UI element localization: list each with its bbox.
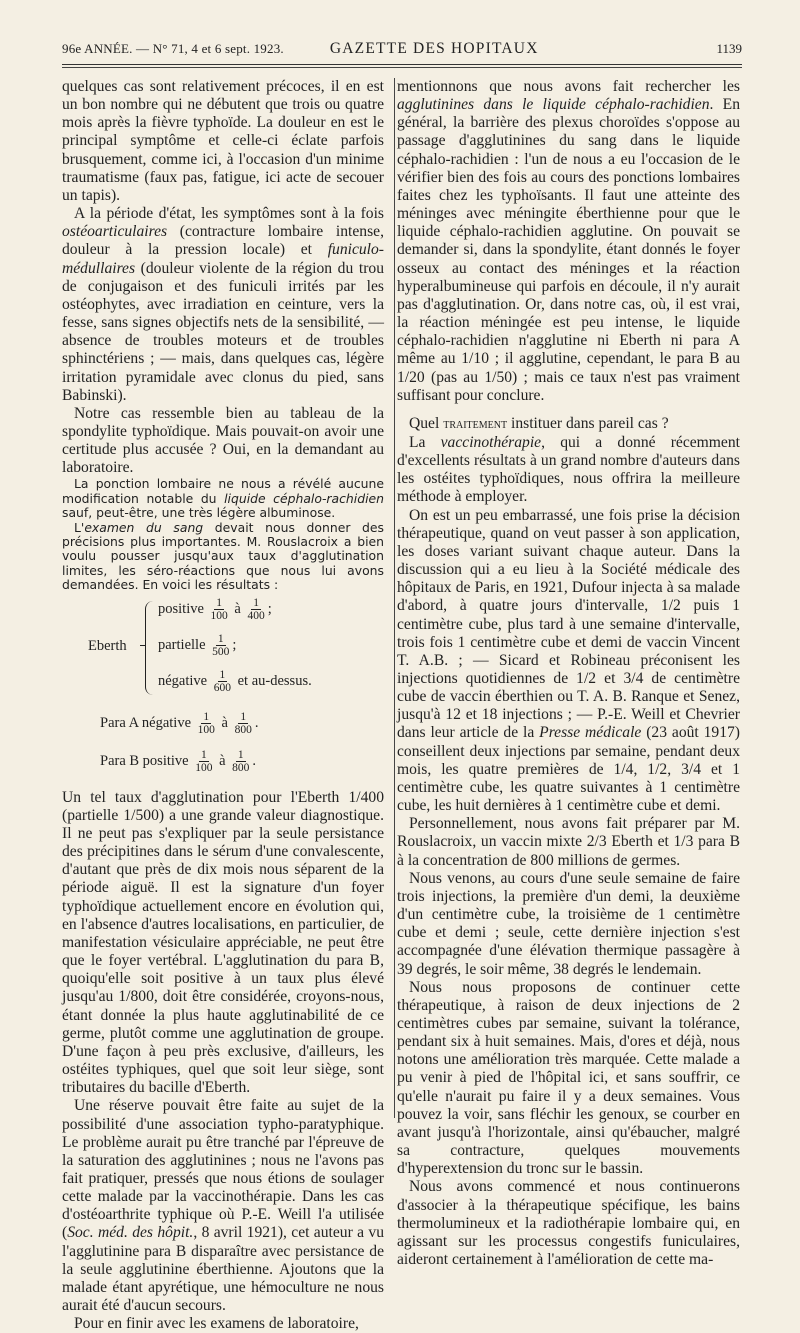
right-column: [397, 78, 740, 1269]
paragraph: Quel traitement instituer dans pareil cas ?: [409, 414, 669, 432]
agglutination-results: [62, 596, 384, 789]
eberth-partielle: partielle $\frac{1}{500}$ ;: [158, 632, 237, 658]
issue-info: 96e ANNÉE. — N° 71, 4 et 6 sept. 1923.: [62, 41, 284, 56]
column-separator: [394, 78, 395, 1118]
page-number: 1139: [716, 41, 742, 56]
paragraph: Nous avons commencé et nous continuerons d'associer à la thérapeutique spécifique, les bains thermolumineux et la radiothérapie lombaire qui, en agissant sur les processus congestifs funiculaires, aideront certainement à l'amélioration de cette ma-: [397, 1178, 740, 1268]
header-rule-thin: [62, 67, 742, 68]
journal-title: GAZETTE DES HOPITAUX: [329, 40, 539, 57]
paragraph: La vaccinothérapie, qui a donné récemment d'excellents résultats à un grand nombre d'auteurs dans les ostéites typhoïdiques, nous offrira la meilleure méthode à employer.: [397, 433, 740, 506]
paragraph: Une réserve pouvait être faite au sujet de la possibilité d'une association typho-paratyphique. Le problème aurait pu être tranché par l'épreuve de la saturation des agglutinines ; nous ne l'avons pas fait pratiquer, pressés que nous étions de soulager cette malade par la vaccinothérapie. Dans les cas d'ostéoarthrite typhique où P.-E. Weill l'a utilisée (Soc. méd. des hôpit., 8 avril 1921), cet auteur a vu l'agglutinine para B disparaître avec persistance de la seule agglutinine éberthienne. Ajoutons que la malade étant apyrétique, une hémoculture ne nous aurait été d'aucun secours.: [62, 1097, 384, 1315]
header-rule: [62, 64, 742, 65]
eberth-negative: négative $\frac{1}{600}$ et au-dessus.: [158, 668, 312, 694]
para-a-result: Para A négative $\frac{1}{100}$ à $\frac{1}{800}$ .: [100, 710, 259, 736]
paragraph: Pour en finir avec les examens de laboratoire,: [74, 1315, 359, 1333]
paragraph: Nous nous proposons de continuer cette thérapeutique, à raison de deux injections de 2 centimètres cubes par semaine, suivant la tolérance, pendant six à huit semaines. Mais, d'ores et déjà, nous notons une amélioration très marquée. Cette malade a pu venir à pied de l'hôpital ici, et sans souffrir, ce qu'elle n'aurait pu faire il y a deux semaines. Vous pouvez la voir, sans fléchir les genoux, se courber en avant jusqu'à l'horizontale, ainsi qu'ébaucher, malgré sa contracture, quelques mouvements d'hyperextension du tronc sur le bassin.: [397, 978, 740, 1178]
small-paragraph: L'examen du sang devait nous donner des précisions plus importantes. M. Rouslacroix a bien voulu pousser jusqu'aux taux d'agglutination limites, les séro-réactions que nous lui avons demandées. En voici les résultats :: [62, 519, 384, 593]
paragraph: A la période d'état, les symptômes sont à la fois ostéoarticulaires (contracture lombaire intense, douleur à la pression locale) et funiculo-médullaires (douleur violente de la région du trou de conjugaison et des funiculi irrités par les ostéophytes, avec irradiation en ceinture, vers la fesse, sans signes objectifs nets de la sensibilité, — absence de troubles moteurs et de troubles sphinctériens ; — mais, dans quelques cas, légère irritation pyramidale avec clonus du pied, sans Babinski).: [62, 205, 384, 404]
small-paragraph: La ponction lombaire ne nous a révélé aucune modification notable du liquide céphalo-rachidien sauf, peut-être, une très légère albuminose.: [62, 476, 384, 521]
paragraph: mentionnons que nous avons fait rechercher les agglutinines dans le liquide céphalo-rachidien. En général, la barrière des plexus choroïdes s'oppose au passage d'agglutinines du sang dans le liquide céphalo-rachidien : l'un de nous a eu l'occasion de le vérifier bien des fois au cours des ponctions lombaires faites chez les typhoïsants. Il faut une atteinte des méninges avec méningite éberthienne pour que le liquide céphalo-rachidien agglutine. On pouvait se demander si, dans la spondylite, étant donnés le foyer osseux au contact des méninges et la réaction hyperalbumineuse qui parfois en découle, il n'y aurait pas d'agglutination. Or, dans notre cas, où, il est vrai, la réaction méningée est peu intense, le liquide céphalo-rachidien n'agglutine ni Eberth ni para A même au 1/10 ; il agglutine, cependant, le para B au 1/20 (pas au 1/50) ; mais ce taux n'est pas vraiment suffisant pour conclure.: [397, 78, 740, 404]
paragraph: Notre cas ressemble bien au tableau de la spondylite typhoïdique. Mais pouvait-on avoir une certitude plus accusée ? Oui, en la demandant au laboratoire.: [62, 404, 384, 477]
paragraph: On est un peu embarrassé, une fois prise la décision thérapeutique, quand on veut passer à son application, les doses variant suivant chaque auteur. Dans la discussion qui a eu lieu à la Société médicale des hôpitaux de Paris, en 1921, Dufour injecta à sa malade d'abord, à quatre jours d'intervalle, 1/2 puis 1 centimètre cube, plus tard à une semaine d'intervalle, trois fois 1 centimètre cube et demi de vaccin Vincent T. A.B. ; — Sicard et Robineau préconisent les injections quotidiennes de 1/2 et 3/4 de centimètre cube de vaccin éberthien ou T. A. B. Ranque et Senez, jusqu'à 12 et 18 injections ; — P.-E. Weill et Chevrier dans leur article de la Presse médicale (23 août 1917) conseillent deux injections par semaine, pendant deux mois, les quatre premières de 1/4, 1/2, 3/4 et 1 centimètre cube, les quatre suivantes à 1 centimètre cube, les huit dernières à 1 centimètre cube et demi.: [397, 506, 741, 815]
paragraph: Personnellement, nous avons fait préparer par M. Rouslacroix, un vaccin mixte 2/3 Eberth et 1/3 para B à la concentration de 800 millions de germes.: [397, 815, 740, 869]
paragraph: quelques cas sont relativement précoces, il en est un bon nombre qui ne débutent que trois ou quatre mois après la fièvre typhoïde. La douleur en est le principal symptôme et celle-ci éclate parfois brusquement, comme ici, à l'occasion d'un minime traumatisme (faux pas, fatigue, ici acte de secouer un tapis).: [62, 78, 384, 204]
paragraph: Un tel taux d'agglutination pour l'Eberth 1/400 (partielle 1/500) a une grande valeur diagnostique. Il ne peut pas s'expliquer par la seule persistance des précipitines dans le sérum d'une convalescente, d'autant que près de dix mois nous séparent de la période aiguë. Il est la signature d'un foyer typhoïdique actuellement encore en évolution qui, en l'absence d'autres localisations, en particulier, de manifestation vésiculaire appréciable, ne peut être que le foyer vertébral. L'agglutination du para B, quoiqu'elle soit positive à un taux plus élevé jusqu'au 1/800, doit être considérée, croyons-nous, étant donnée la plus haute agglutinabilité de ce germe, plutôt comme une agglutination de groupe. D'une façon à peu près exclusive, d'ailleurs, les ostéites typhiques, quel que soit leur siège, sont tributaires du bacille d'Eberth.: [62, 788, 384, 1097]
running-header: [62, 40, 742, 62]
left-column: [62, 78, 384, 1333]
eberth-label: Eberth: [88, 637, 127, 654]
para-b-result: Para B positive $\frac{1}{100}$ à $\frac{1}{800}$ .: [100, 748, 257, 774]
eberth-positive: positive $\frac{1}{100}$ à $\frac{1}{400}$ ;: [158, 596, 272, 622]
paragraph: Nous venons, au cours d'une seule semaine de faire trois injections, la première d'un demi, la deuxième d'un centimètre cube, la troisième de 1 centimètre cube et demi ; seule, cette dernière injection s'est accompagnée d'une élévation thermique passagère à 39 degrés, le soir même, 38 degrés le lendemain.: [397, 869, 740, 978]
brace: [145, 601, 154, 695]
